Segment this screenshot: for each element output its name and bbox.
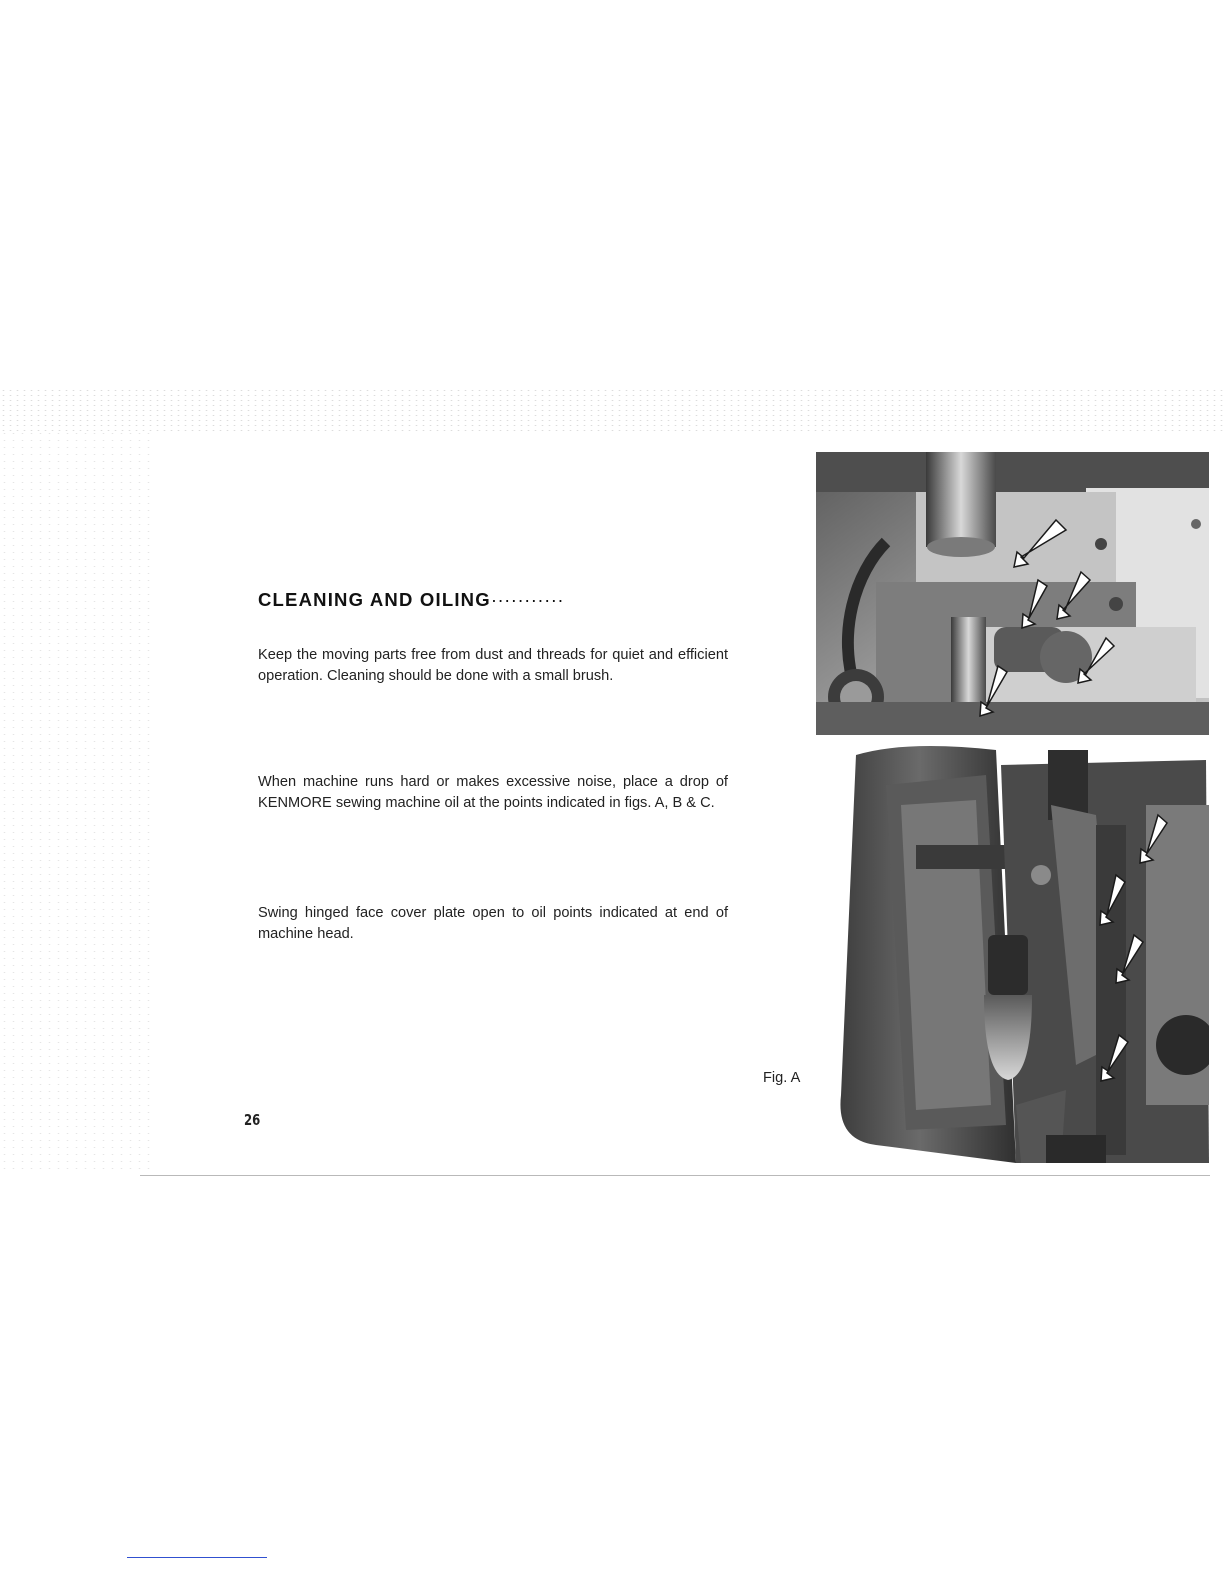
figure-caption: Fig. A (763, 1070, 801, 1086)
scan-speckle-band (0, 388, 1224, 432)
paragraph-oiling: When machine runs hard or makes excessive noise, place a drop of KENMORE sewing machine oil at the points indicated in figs. A, B & C. (258, 774, 728, 811)
section-heading-text: CLEANING AND OILING (258, 589, 491, 610)
page-bottom-rule (140, 1175, 1210, 1176)
machine-head-photo (816, 745, 1209, 1163)
paragraph-cleaning: Keep the moving parts free from dust and threads for quiet and efficient operation. Cleaning should be done with a small brush. (258, 647, 728, 684)
paragraph-face-cover: Swing hinged face cover plate open to oil points indicated at end of machine head. (258, 905, 728, 942)
section-heading (258, 589, 564, 611)
scan-speckle-margin (0, 430, 150, 1170)
page-number: 26 (244, 1111, 261, 1129)
machine-bed-photo (816, 452, 1209, 735)
footer-underline-rule (127, 1557, 267, 1558)
heading-leader-dots: ··········· (490, 589, 565, 610)
